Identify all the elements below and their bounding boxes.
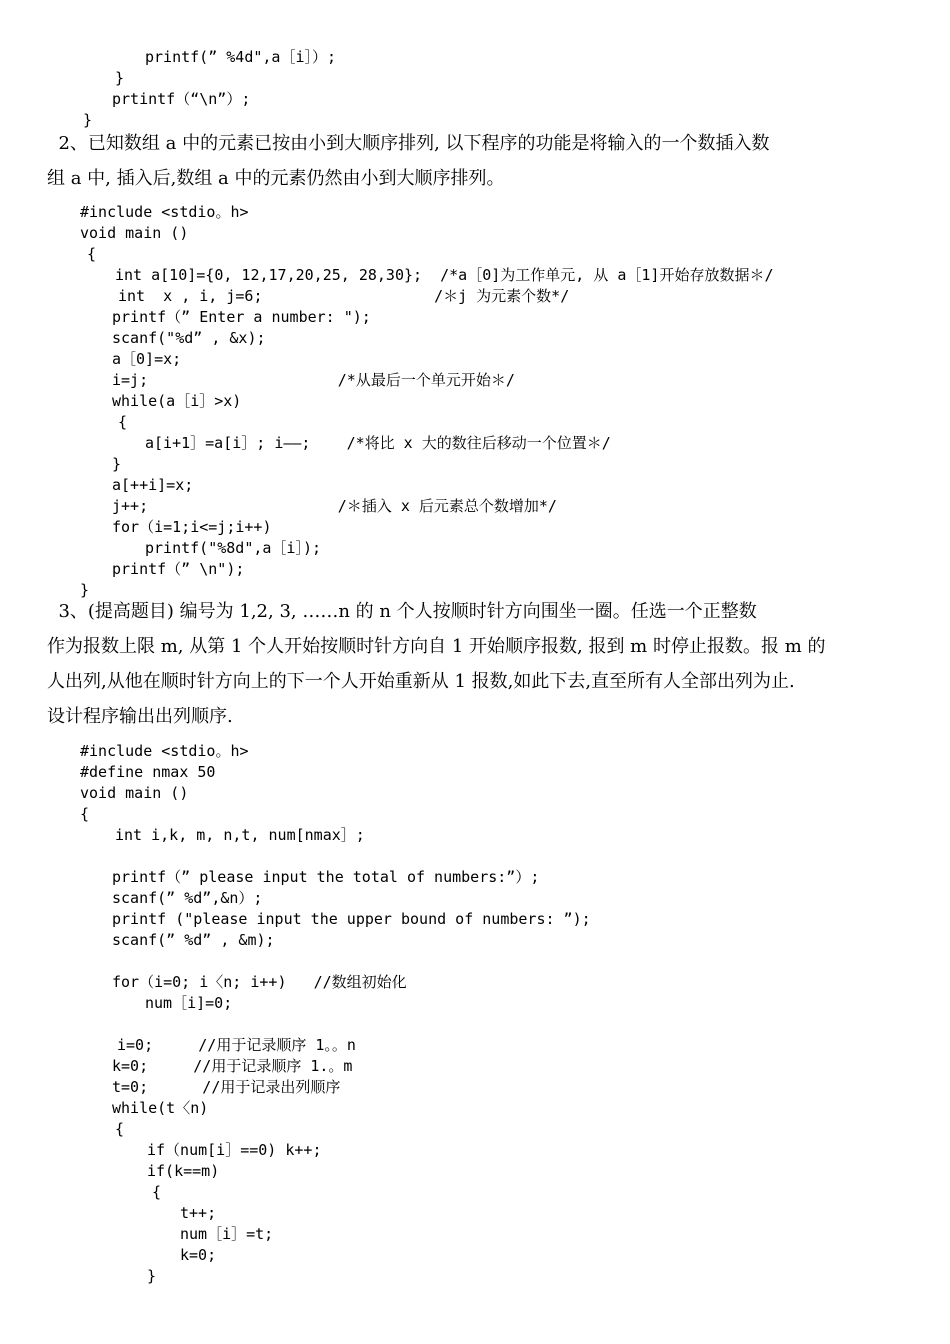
code-line: } <box>112 455 122 473</box>
code-line: scanf(” %d”,&n）; <box>112 889 263 907</box>
code-line: i=j; /*从最后一个单元开始＊/ <box>112 371 515 389</box>
code-line: k=0; <box>180 1246 217 1264</box>
code-line: #include <stdio。h> <box>80 203 249 221</box>
code-line: prtintf（“\n”）; <box>112 90 251 108</box>
code-line: printf ("please input the upper bound of numbers: ”); <box>112 910 591 928</box>
code-line: num［i]=0; <box>145 994 233 1012</box>
code-line: printf（” \n"); <box>112 560 245 578</box>
paragraph-line: 作为报数上限 m, 从第 1 个人开始按顺时针方向自 1 开始顺序报数, 报到 m 时停止报数。报 m 的 <box>47 636 826 657</box>
code-line: scanf("%d” , &x); <box>112 329 266 347</box>
code-line: t=0; //用于记录出列顺序 <box>112 1078 341 1096</box>
code-line: j++; /＊插入 x 后元素总个数增加*/ <box>112 497 557 515</box>
code-line: printf（” Enter a number: "); <box>112 308 371 326</box>
paragraph-line: 人出列,从他在顺时针方向上的下一个人开始重新从 1 报数,如此下去,直至所有人全部出列为止. <box>47 671 795 692</box>
paragraph-line: 组 a 中, 插入后,数组 a 中的元素仍然由小到大顺序排列。 <box>47 168 505 189</box>
problem-2-text <box>47 126 907 196</box>
code-line: #include <stdio。h> <box>80 742 249 760</box>
code-line: { <box>118 413 128 431</box>
code-line: for（i=1;i<=j;i++) <box>112 518 272 536</box>
code-line: int i,k, m, n,t, num[nmax］; <box>115 826 365 844</box>
problem-3-text <box>47 594 907 734</box>
code-line: num［i］=t; <box>180 1225 274 1243</box>
paragraph-line: 设计程序输出出列顺序. <box>47 706 233 727</box>
code-line: } <box>80 581 90 599</box>
code-line: { <box>152 1183 162 1201</box>
code-line: i=0; //用于记录顺序 1。。n <box>117 1036 356 1054</box>
code-line: if(k==m) <box>147 1162 220 1180</box>
code-line: scanf(” %d” , &m); <box>112 931 275 949</box>
code-line: printf("%8d",a［i］); <box>145 539 322 557</box>
code-line: t++; <box>180 1204 217 1222</box>
code-line: for（i=0; i〈n; i++) //数组初始化 <box>112 973 407 991</box>
code-line: while(a［i］>x) <box>112 392 242 410</box>
code-line: } <box>115 69 125 87</box>
code-line: { <box>80 805 90 823</box>
code-line: printf（” please input the total of numbers:”）; <box>112 868 540 886</box>
code-line: int a[10]={0, 12,17,20,25, 28,30}; /*a［0]为工作单元, 从 a［1]开始存放数据＊/ <box>115 266 774 284</box>
paragraph-line: 2、已知数组 a 中的元素已按由小到大顺序排列, 以下程序的功能是将输入的一个数插入数 <box>47 133 770 154</box>
code-line: a[i+1］=a[i］; i——; /*将比 x 大的数往后移动一个位置＊/ <box>145 434 611 452</box>
code-line: while(t〈n) <box>112 1099 209 1117</box>
code-line: { <box>87 245 97 263</box>
code-line: a［0]=x; <box>112 350 182 368</box>
code-line: } <box>147 1267 157 1285</box>
code-line: if（num[i］==0) k++; <box>147 1141 322 1159</box>
paragraph-line: 3、(提高题目) 编号为 1,2, 3, ……n 的 n 个人按顺时针方向围坐一圈。任选一个正整数 <box>47 601 757 622</box>
code-line: printf(” %4d",a［i］）; <box>145 48 337 66</box>
code-line: k=0; //用于记录顺序 1.。m <box>112 1057 353 1075</box>
code-line: void main () <box>80 784 189 802</box>
code-line: void main () <box>80 224 189 242</box>
code-line: } <box>83 111 93 129</box>
code-line: { <box>115 1120 125 1138</box>
code-line: #define nmax 50 <box>80 763 216 781</box>
code-line: a[++i]=x; <box>112 476 194 494</box>
code-line: int x , i, j=6; /＊j 为元素个数*/ <box>118 287 570 305</box>
